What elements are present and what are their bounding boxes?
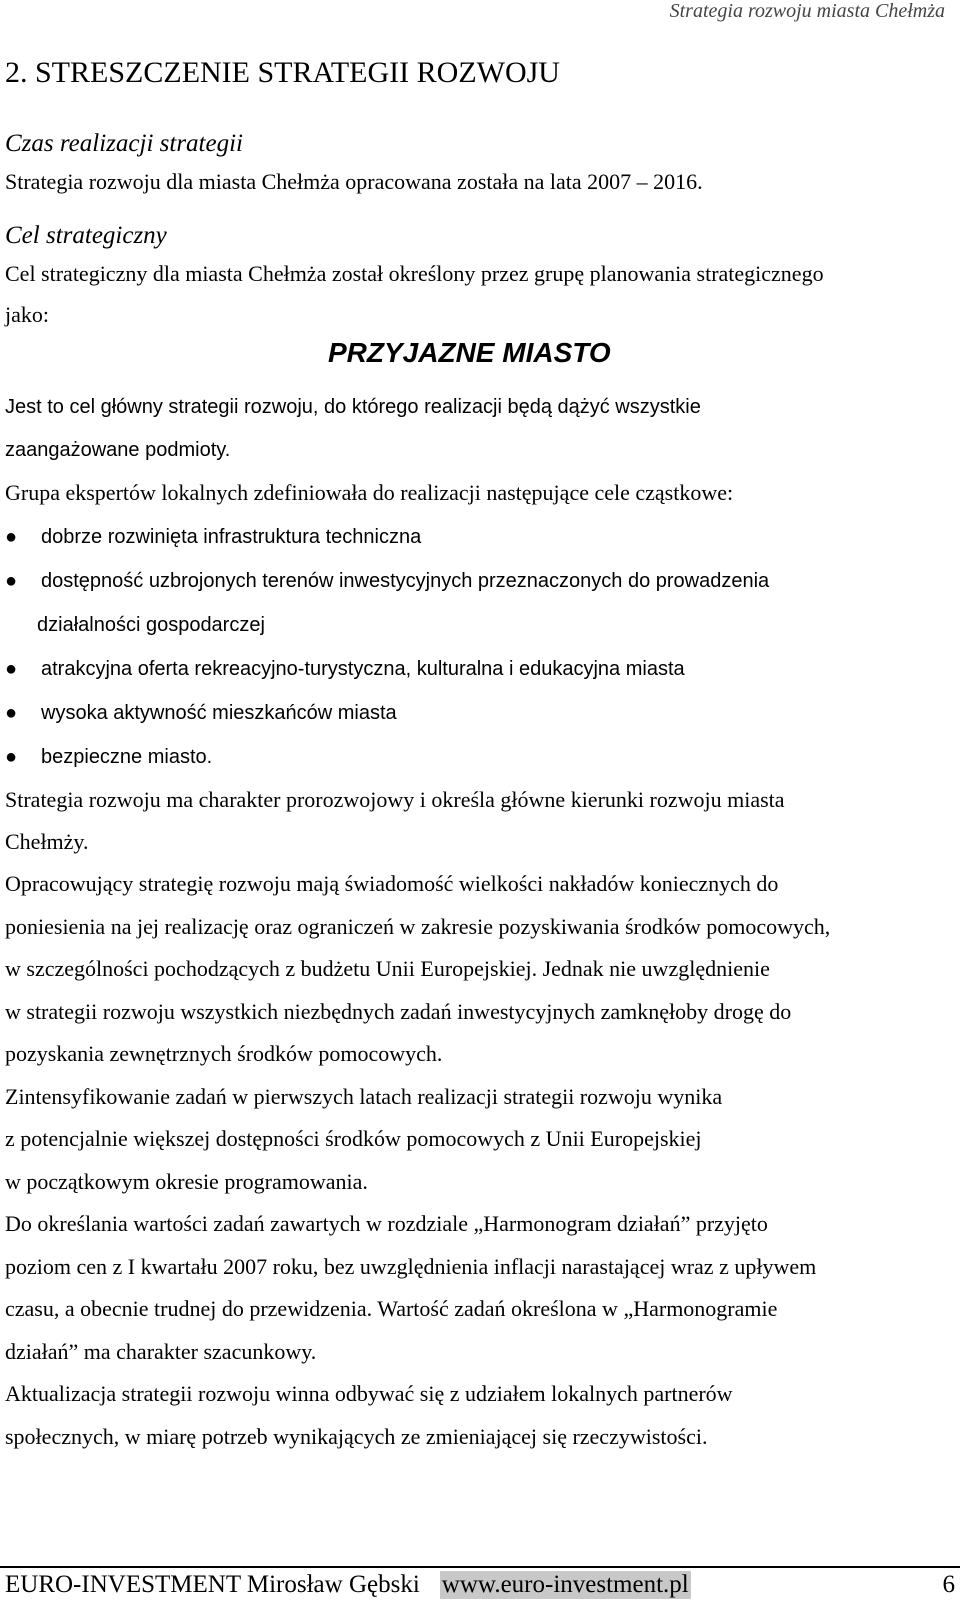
experts-intro: Grupa ekspertów lokalnych zdefiniowała do realizacji następujące cele cząstkowe: — [5, 480, 734, 505]
goal-heading: Cel strategiczny — [5, 222, 167, 249]
time-heading: Czas realizacji strategii — [5, 130, 243, 157]
bullet-icon: ● — [5, 526, 18, 548]
list-item — [0, 691, 769, 735]
paragraph-2-line-2: poniesienia na jej realizację oraz ograniczeń w zakresie pozyskiwania środków pomocowych, — [5, 914, 831, 939]
goal-text: dobrze rozwinięta infrastruktura techniczna — [41, 526, 422, 548]
paragraph-2-line-3: w szczególności pochodzących z budżetu Unii Europejskiej. Jednak nie uwzględnienie — [5, 956, 770, 981]
motto: PRZYJAZNE MIASTO — [328, 337, 611, 368]
paragraph-4-line-1: Do określania wartości zadań zawartych w rozdziale „Harmonogram działań” przyjęto — [5, 1211, 768, 1236]
paragraph-4-line-2: poziom cen z I kwartału 2007 roku, bez uwzględnienia inflacji narastającej wraz z upływem — [5, 1254, 817, 1279]
goal-text: bezpieczne miasto. — [41, 746, 213, 768]
goal-text: wysoka aktywność mieszkańców miasta — [41, 702, 397, 724]
footer-company: EURO-INVESTMENT Mirosław Gębski — [5, 1571, 420, 1598]
paragraph-2-line-5: pozyskania zewnętrznych środków pomocowych. — [5, 1041, 443, 1066]
goal-text: dostępność uzbrojonych terenów inwestycyjnych przeznaczonych do prowadzenia — [41, 570, 770, 592]
paragraph-3-line-3: w początkowym okresie programowania. — [5, 1169, 368, 1194]
paragraph-2-line-1: Opracowujący strategię rozwoju mają świadomość wielkości nakładów koniecznych do — [5, 871, 779, 896]
paragraph-1-line-1: Strategia rozwoju ma charakter prorozwojowy i określa główne kierunki rozwoju miasta — [5, 787, 785, 812]
time-text: Strategia rozwoju dla miasta Chełmża opracowana została na lata 2007 – 2016. — [5, 169, 703, 194]
paragraph-5-line-2: społecznych, w miarę potrzeb wynikających ze zmieniającej się rzeczywistości. — [5, 1424, 708, 1449]
goals-list — [0, 515, 769, 779]
list-item — [0, 515, 769, 559]
paragraph-5-line-1: Aktualizacja strategii rozwoju winna odbywać się z udziałem lokalnych partnerów — [5, 1381, 733, 1406]
page-number: 6 — [942, 1571, 955, 1598]
list-item — [0, 559, 769, 647]
paragraph-3-line-1: Zintensyfikowanie zadań w pierwszych latach realizacji strategii rozwoju wynika — [5, 1084, 723, 1109]
goal-text-line-2: jako: — [5, 302, 49, 327]
list-item — [0, 647, 769, 691]
footer-url-link[interactable]: www.euro-investment.pl — [441, 1571, 689, 1598]
goal-text-line-1: Cel strategiczny dla miasta Chełmża został określony przez grupę planowania strategicznego — [5, 261, 824, 286]
bullet-icon: ● — [5, 746, 18, 768]
goal-text-continued: działalności gospodarczej — [37, 614, 265, 636]
paragraph-4-line-3: czasu, a obecnie trudnej do przewidzenia. Wartość zadań określona w „Harmonogramie — [5, 1296, 778, 1321]
running-header: Strategia rozwoju miasta Chełmża — [669, 0, 945, 22]
goal-text: atrakcyjna oferta rekreacyjno-turystyczna, kulturalna i edukacyjna miasta — [41, 658, 685, 680]
page-footer — [5, 1568, 955, 1602]
paragraph-4-line-4: działań” ma charakter szacunkowy. — [5, 1339, 317, 1364]
paragraph-3-line-2: z potencjalnie większej dostępności środków pomocowych z Unii Europejskiej — [5, 1126, 702, 1151]
motto-desc-line-1: Jest to cel główny strategii rozwoju, do którego realizacji będą dążyć wszystkie — [5, 396, 701, 418]
bullet-icon: ● — [5, 658, 18, 680]
paragraph-2-line-4: w strategii rozwoju wszystkich niezbędnych zadań inwestycyjnych zamknęłoby drogę do — [5, 999, 792, 1024]
bullet-icon: ● — [5, 570, 18, 592]
list-item — [0, 735, 769, 779]
section-title: 2. STRESZCZENIE STRATEGII ROZWOJU — [5, 56, 560, 89]
motto-desc-line-2: zaangażowane podmioty. — [5, 439, 231, 461]
paragraph-1-line-2: Chełmży. — [5, 829, 89, 854]
bullet-icon: ● — [5, 702, 18, 724]
